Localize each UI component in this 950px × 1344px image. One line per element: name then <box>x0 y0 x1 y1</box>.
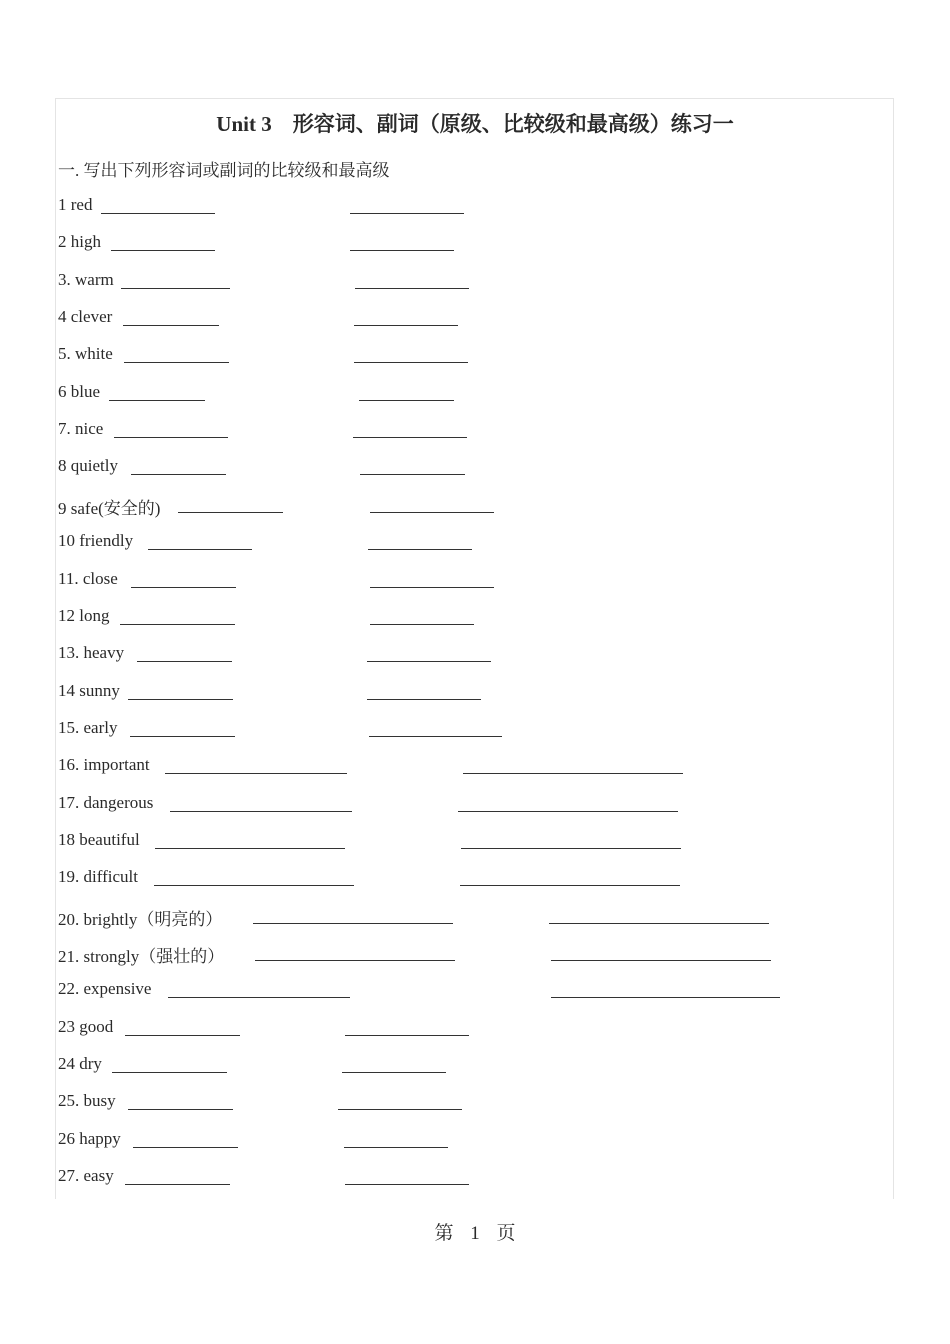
exercise-item <box>58 718 888 740</box>
superlative-blank[interactable] <box>461 848 681 849</box>
exercise-item <box>58 942 888 964</box>
item-label: 8 quietly <box>58 456 118 475</box>
comparative-blank[interactable] <box>112 1072 227 1073</box>
exercise-item <box>58 531 888 553</box>
item-label: 27. easy <box>58 1166 114 1185</box>
comparative-blank[interactable] <box>109 400 205 401</box>
comparative-blank[interactable] <box>130 736 235 737</box>
page-number: 1 <box>470 1223 480 1244</box>
superlative-blank[interactable] <box>345 1184 469 1185</box>
item-label: 22. expensive <box>58 979 152 998</box>
exercise-item <box>58 569 888 591</box>
item-label: 12 long <box>58 606 110 625</box>
comparative-blank[interactable] <box>128 699 233 700</box>
item-label: 21. strongly（强壮的） <box>58 947 225 966</box>
item-label: 7. nice <box>58 419 104 438</box>
exercise-item <box>58 344 888 366</box>
superlative-blank[interactable] <box>370 512 494 513</box>
item-label: 4 clever <box>58 307 113 326</box>
comparative-blank[interactable] <box>165 773 347 774</box>
comparative-blank[interactable] <box>170 811 352 812</box>
comparative-blank[interactable] <box>125 1035 240 1036</box>
superlative-blank[interactable] <box>345 1035 469 1036</box>
exercise-item <box>58 755 888 777</box>
comparative-blank[interactable] <box>114 437 228 438</box>
comparative-blank[interactable] <box>128 1109 233 1110</box>
superlative-blank[interactable] <box>463 773 683 774</box>
exercise-item <box>58 1054 888 1076</box>
item-label: 24 dry <box>58 1054 102 1073</box>
superlative-blank[interactable] <box>354 325 458 326</box>
superlative-blank[interactable] <box>369 736 502 737</box>
footer-suffix: 页 <box>496 1223 516 1244</box>
exercise-item <box>58 382 888 404</box>
item-label: 16. important <box>58 755 150 774</box>
superlative-blank[interactable] <box>359 400 454 401</box>
page-title: Unit 3 形容词、副词（原级、比较级和最高级）练习一 <box>216 112 734 136</box>
item-label: 18 beautiful <box>58 830 140 849</box>
exercise-item <box>58 905 888 927</box>
superlative-blank[interactable] <box>460 885 680 886</box>
comparative-blank[interactable] <box>154 885 354 886</box>
item-label: 15. early <box>58 718 118 737</box>
comparative-blank[interactable] <box>125 1184 230 1185</box>
superlative-blank[interactable] <box>344 1147 448 1148</box>
item-label: 25. busy <box>58 1091 116 1110</box>
exercise-item <box>58 1166 888 1188</box>
comparative-blank[interactable] <box>133 1147 238 1148</box>
item-label: 20. brightly（明亮的） <box>58 910 223 929</box>
superlative-blank[interactable] <box>338 1109 462 1110</box>
comparative-blank[interactable] <box>120 624 235 625</box>
comparative-blank[interactable] <box>168 997 350 998</box>
superlative-blank[interactable] <box>355 288 469 289</box>
comparative-blank[interactable] <box>155 848 345 849</box>
superlative-blank[interactable] <box>370 624 474 625</box>
exercise-item <box>58 494 888 516</box>
superlative-blank[interactable] <box>458 811 678 812</box>
item-label: 14 sunny <box>58 681 120 700</box>
exercise-item <box>58 1129 888 1151</box>
superlative-blank[interactable] <box>342 1072 446 1073</box>
item-label: 5. white <box>58 344 113 363</box>
exercise-item <box>58 830 888 852</box>
item-label: 9 safe(安全的) <box>58 499 161 518</box>
superlative-blank[interactable] <box>551 960 771 961</box>
item-label: 19. difficult <box>58 867 138 886</box>
item-label: 6 blue <box>58 382 101 401</box>
item-label: 11. close <box>58 569 118 588</box>
item-label: 10 friendly <box>58 531 134 550</box>
item-label: 26 happy <box>58 1129 121 1148</box>
exercise-item <box>58 867 888 889</box>
comparative-blank[interactable] <box>101 213 215 214</box>
superlative-blank[interactable] <box>551 997 780 998</box>
comparative-blank[interactable] <box>255 960 455 961</box>
comparative-blank[interactable] <box>124 362 229 363</box>
superlative-blank[interactable] <box>360 474 465 475</box>
superlative-blank[interactable] <box>350 250 454 251</box>
comparative-blank[interactable] <box>131 587 236 588</box>
exercise-item <box>58 232 888 254</box>
comparative-blank[interactable] <box>123 325 219 326</box>
exercise-item <box>58 307 888 329</box>
superlative-blank[interactable] <box>367 661 491 662</box>
superlative-blank[interactable] <box>368 549 472 550</box>
item-label: 3. warm <box>58 270 114 289</box>
exercise-item <box>58 606 888 628</box>
item-label: 23 good <box>58 1017 114 1036</box>
comparative-blank[interactable] <box>111 250 215 251</box>
comparative-blank[interactable] <box>137 661 232 662</box>
superlative-blank[interactable] <box>549 923 769 924</box>
exercise-item <box>58 195 888 217</box>
exercise-item <box>58 270 888 292</box>
item-label: 17. dangerous <box>58 793 154 812</box>
section-heading: 一. 写出下列形容词或副词的比较级和最高级 <box>58 161 390 180</box>
superlative-blank[interactable] <box>370 587 494 588</box>
exercise-item <box>58 419 888 441</box>
exercise-item <box>58 643 888 665</box>
exercise-item <box>58 681 888 703</box>
exercise-item <box>58 1017 888 1039</box>
superlative-blank[interactable] <box>354 362 468 363</box>
superlative-blank[interactable] <box>350 213 464 214</box>
exercise-item <box>58 1091 888 1113</box>
exercise-item <box>58 979 888 1001</box>
page-footer <box>0 1218 950 1245</box>
comparative-blank[interactable] <box>148 549 252 550</box>
exercise-item <box>58 793 888 815</box>
footer-prefix: 第 <box>434 1223 454 1244</box>
item-label: 1 red <box>58 195 93 214</box>
comparative-blank[interactable] <box>121 288 230 289</box>
item-label: 2 high <box>58 232 101 251</box>
comparative-blank[interactable] <box>253 923 453 924</box>
superlative-blank[interactable] <box>367 699 481 700</box>
item-label: 13. heavy <box>58 643 125 662</box>
exercise-item <box>58 456 888 478</box>
superlative-blank[interactable] <box>353 437 467 438</box>
comparative-blank[interactable] <box>131 474 226 475</box>
comparative-blank[interactable] <box>178 512 283 513</box>
